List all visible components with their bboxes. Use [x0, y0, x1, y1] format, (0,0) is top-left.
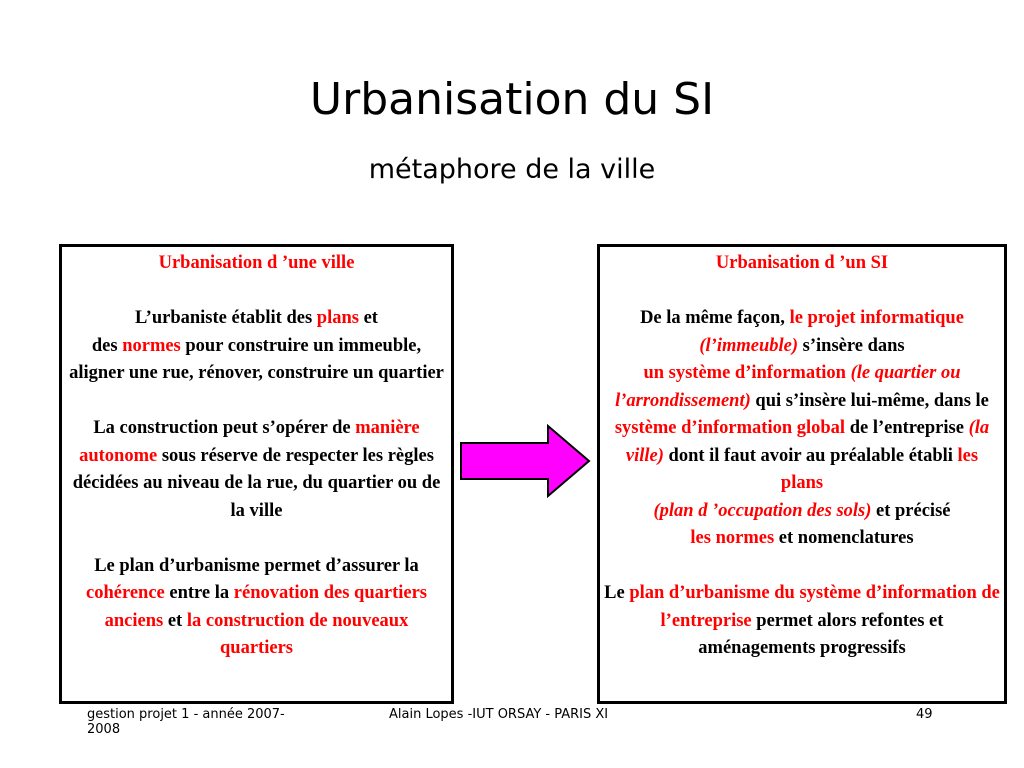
- highlight-plan-occupation: (plan d ’occupation des sols): [653, 500, 872, 521]
- text: Le: [604, 583, 630, 603]
- highlight-normes: normes: [122, 335, 181, 356]
- right-panel-heading: Urbanisation d ’un SI: [715, 253, 889, 273]
- text: s’insère dans: [798, 335, 905, 356]
- text: qui s’insère lui-même, dans le: [750, 390, 989, 411]
- slide-title: Urbanisation du SI: [309, 74, 715, 125]
- highlight-les-plans: les plans: [780, 445, 979, 493]
- highlight-projet-informatique: le projet informatique: [789, 308, 964, 328]
- arrow-shape: [461, 426, 589, 496]
- text: et: [358, 308, 378, 328]
- text: sous réserve de respecter les règles décidées au niveau de la rue, du quartier ou de la ville: [72, 445, 441, 521]
- left-panel-paragraph-2: [66, 415, 447, 525]
- highlight-renovation: rénovation des quartiers anciens: [104, 583, 427, 631]
- highlight-immeuble: (l’immeuble): [699, 335, 799, 356]
- text: L’urbaniste établit des: [135, 308, 317, 328]
- left-panel-paragraph-1: [66, 305, 447, 388]
- highlight-les-normes: les normes: [690, 528, 775, 548]
- text: pour construire un immeuble, aligner une rue, rénover, construire un quartier: [69, 335, 444, 383]
- left-panel: [59, 244, 454, 704]
- text: permet alors refontes et aménagements progressifs: [698, 610, 944, 658]
- text: et: [163, 610, 187, 631]
- page-number: 49: [916, 707, 933, 722]
- highlight-plans: plans: [316, 308, 359, 328]
- highlight-coherence: cohérence: [86, 583, 165, 603]
- highlight-la-ville: (la ville): [625, 418, 990, 466]
- footer-author: Alain Lopes -IUT ORSAY - PARIS XI: [389, 707, 609, 722]
- text: des: [91, 335, 123, 356]
- right-panel: [597, 244, 1007, 704]
- text: et nomenclatures: [774, 528, 914, 548]
- left-panel-paragraph-3: [66, 553, 447, 663]
- left-panel-heading: Urbanisation d ’une ville: [158, 253, 355, 273]
- right-panel-paragraph-1: [604, 305, 1000, 553]
- text: De la même façon,: [640, 308, 790, 328]
- text: et précisé: [871, 500, 951, 521]
- text: La construction peut s’opérer de: [93, 418, 356, 438]
- highlight-si-global: système d’information global: [614, 418, 846, 438]
- highlight-construction: la construction de nouveaux quartiers: [186, 610, 409, 658]
- right-arrow-icon: [458, 424, 592, 498]
- text: de l’entreprise: [845, 418, 969, 438]
- highlight-systeme-information: un système d’information: [643, 363, 846, 383]
- text: entre la: [164, 583, 234, 603]
- footer-course: gestion projet 1 - année 2007-2008: [87, 707, 285, 737]
- right-panel-paragraph-2: [604, 580, 1000, 663]
- highlight-quartier: (le quartier ou l’arrondissement): [615, 363, 961, 411]
- text: Le plan d’urbanisme permet d’assurer la: [94, 555, 419, 576]
- highlight-plan-urbanisme-si: plan d’urbanisme du système d’information de l’entreprise: [629, 583, 1000, 631]
- text: dont il faut avoir au préalable établi: [663, 445, 958, 466]
- highlight-maniere-autonome: manière autonome: [79, 418, 420, 466]
- slide-subtitle: métaphore de la ville: [368, 154, 656, 185]
